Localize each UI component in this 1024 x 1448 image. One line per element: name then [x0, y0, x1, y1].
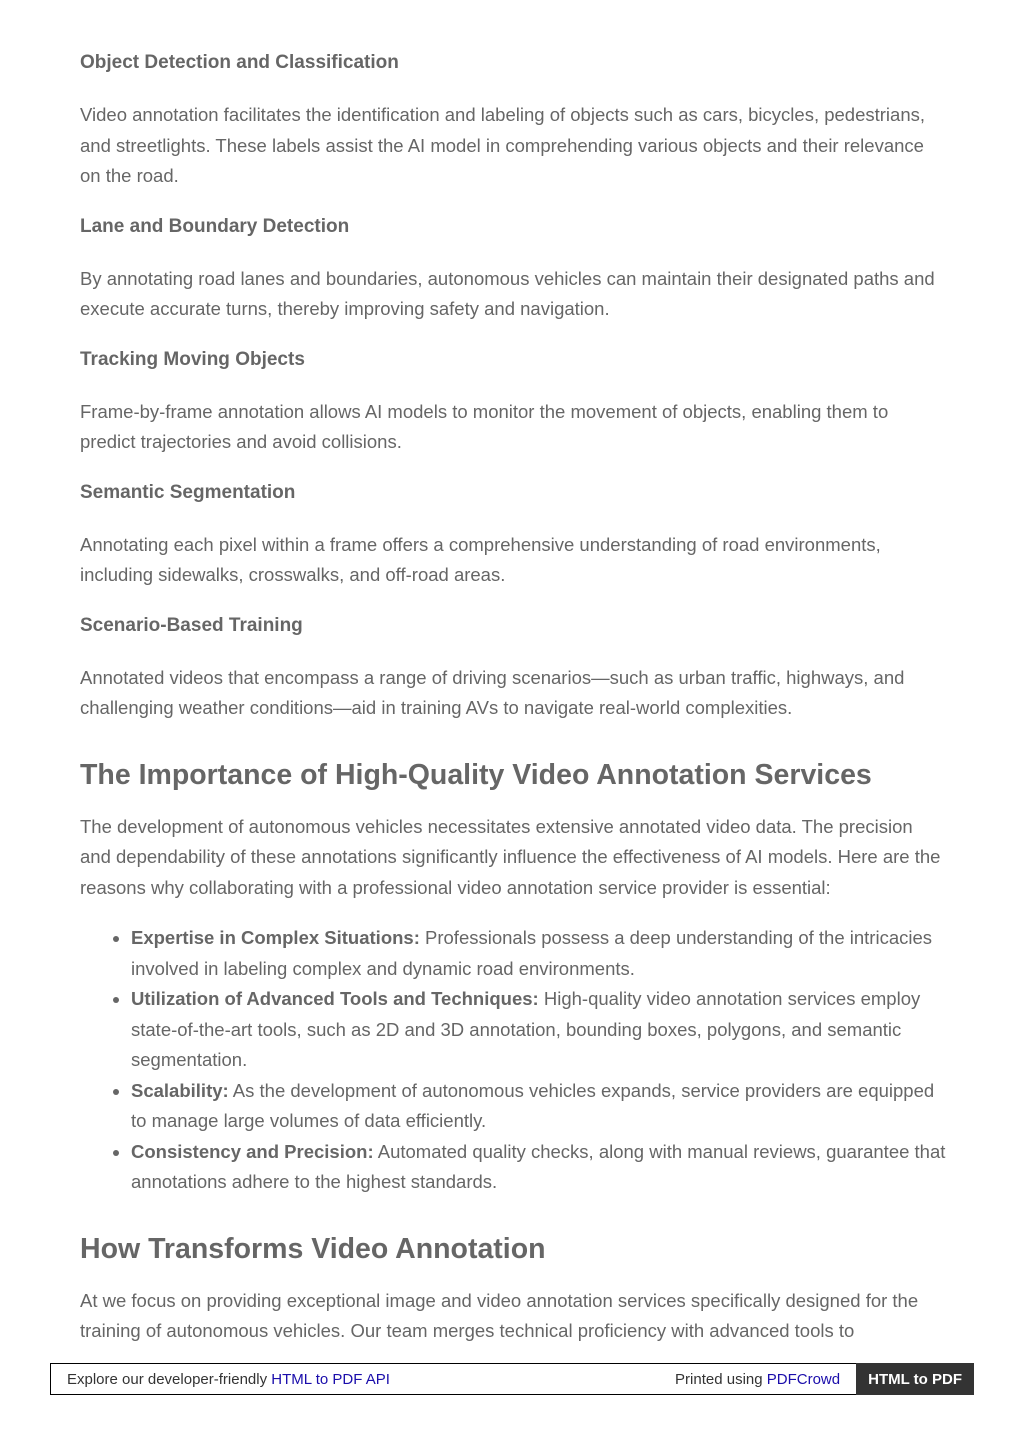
section-heading: Lane and Boundary Detection — [80, 215, 350, 237]
section-paragraph: Annotated videos that encompass a range of driving scenarios—such as urban traffic, highways, and challenging weather conditions—aid in training AVs to navigate real-world complexities. — [80, 666, 905, 718]
footer-printed — [675, 1371, 856, 1388]
transforms-paragraph: At we focus on providing exceptional image and video annotation services specifically designed for the training of autonomous vehicles. Our team merges technical proficiency with advanced tools to — [80, 1289, 919, 1341]
importance-heading: The Importance of High-Quality Video Annotation Services — [80, 758, 872, 791]
html-to-pdf-api-link[interactable]: HTML to PDF API — [271, 1370, 390, 1388]
footer-explore — [51, 1371, 675, 1388]
section-paragraph: Annotating each pixel within a frame offers a comprehensive understanding of road environments, including sidewalks, crosswalks, and off-road areas. — [80, 533, 881, 585]
section-heading: Semantic Segmentation — [80, 481, 296, 503]
html-to-pdf-badge[interactable]: HTML to PDF — [856, 1363, 974, 1395]
section-heading: Object Detection and Classification — [80, 52, 399, 73]
footer-printed-text: Printed using — [675, 1370, 767, 1388]
list-item-label: Expertise in Complex Situations: — [131, 927, 420, 948]
pdfcrowd-link[interactable]: PDFCrowd — [766, 1370, 841, 1388]
section-heading: Scenario-Based Training — [80, 614, 303, 636]
pdf-footer-bar — [50, 1363, 974, 1395]
importance-intro: The development of autonomous vehicles necessitates extensive annotated video data. The precision and dependability of these annotations significantly influence the effectiveness of AI models. Here are the reasons why collaborating with a professional video annotation service provider is essential: — [80, 815, 941, 898]
list-item — [131, 1076, 946, 1137]
list-item-text: High-quality video annotation services employ state-of-the-art tools, such as 2D and 3D annotation, bounding boxes, polygons, and semantic segmentation. — [131, 988, 921, 1070]
importance-list — [80, 923, 946, 1198]
list-item-label: Scalability: — [131, 1079, 229, 1101]
list-item-text: As the development of autonomous vehicles expands, service providers are equipped to manage large volumes of data efficiently. — [131, 1079, 935, 1131]
section-paragraph: Video annotation facilitates the identification and labeling of objects such as cars, bicycles, pedestrians, and streetlights. These labels assist the AI model in comprehending various objects and their relevance on the road. — [80, 104, 926, 186]
section-paragraph: Frame-by-frame annotation allows AI models to monitor the movement of objects, enabling them to predict trajectories and avoid collisions. — [80, 400, 889, 452]
section-paragraph: By annotating road lanes and boundaries, autonomous vehicles can maintain their designated paths and execute accurate turns, thereby improving safety and navigation. — [80, 267, 935, 319]
list-item-label: Consistency and Precision: — [131, 1140, 374, 1162]
list-item — [131, 923, 946, 984]
list-item — [131, 1137, 946, 1198]
footer-explore-text: Explore our developer-friendly — [67, 1370, 272, 1388]
section-heading: Tracking Moving Objects — [80, 348, 305, 370]
list-item-text: Automated quality checks, along with manual reviews, guarantee that annotations adhere to the highest standards. — [131, 1140, 946, 1192]
transforms-heading: How Transforms Video Annotation — [80, 1232, 546, 1265]
list-item — [131, 984, 946, 1076]
list-item-text: Professionals possess a deep understanding of the intricacies involved in labeling complex and dynamic road environments. — [131, 927, 933, 979]
list-item-label: Utilization of Advanced Tools and Techniques: — [131, 988, 539, 1009]
document-body — [80, 48, 946, 1367]
